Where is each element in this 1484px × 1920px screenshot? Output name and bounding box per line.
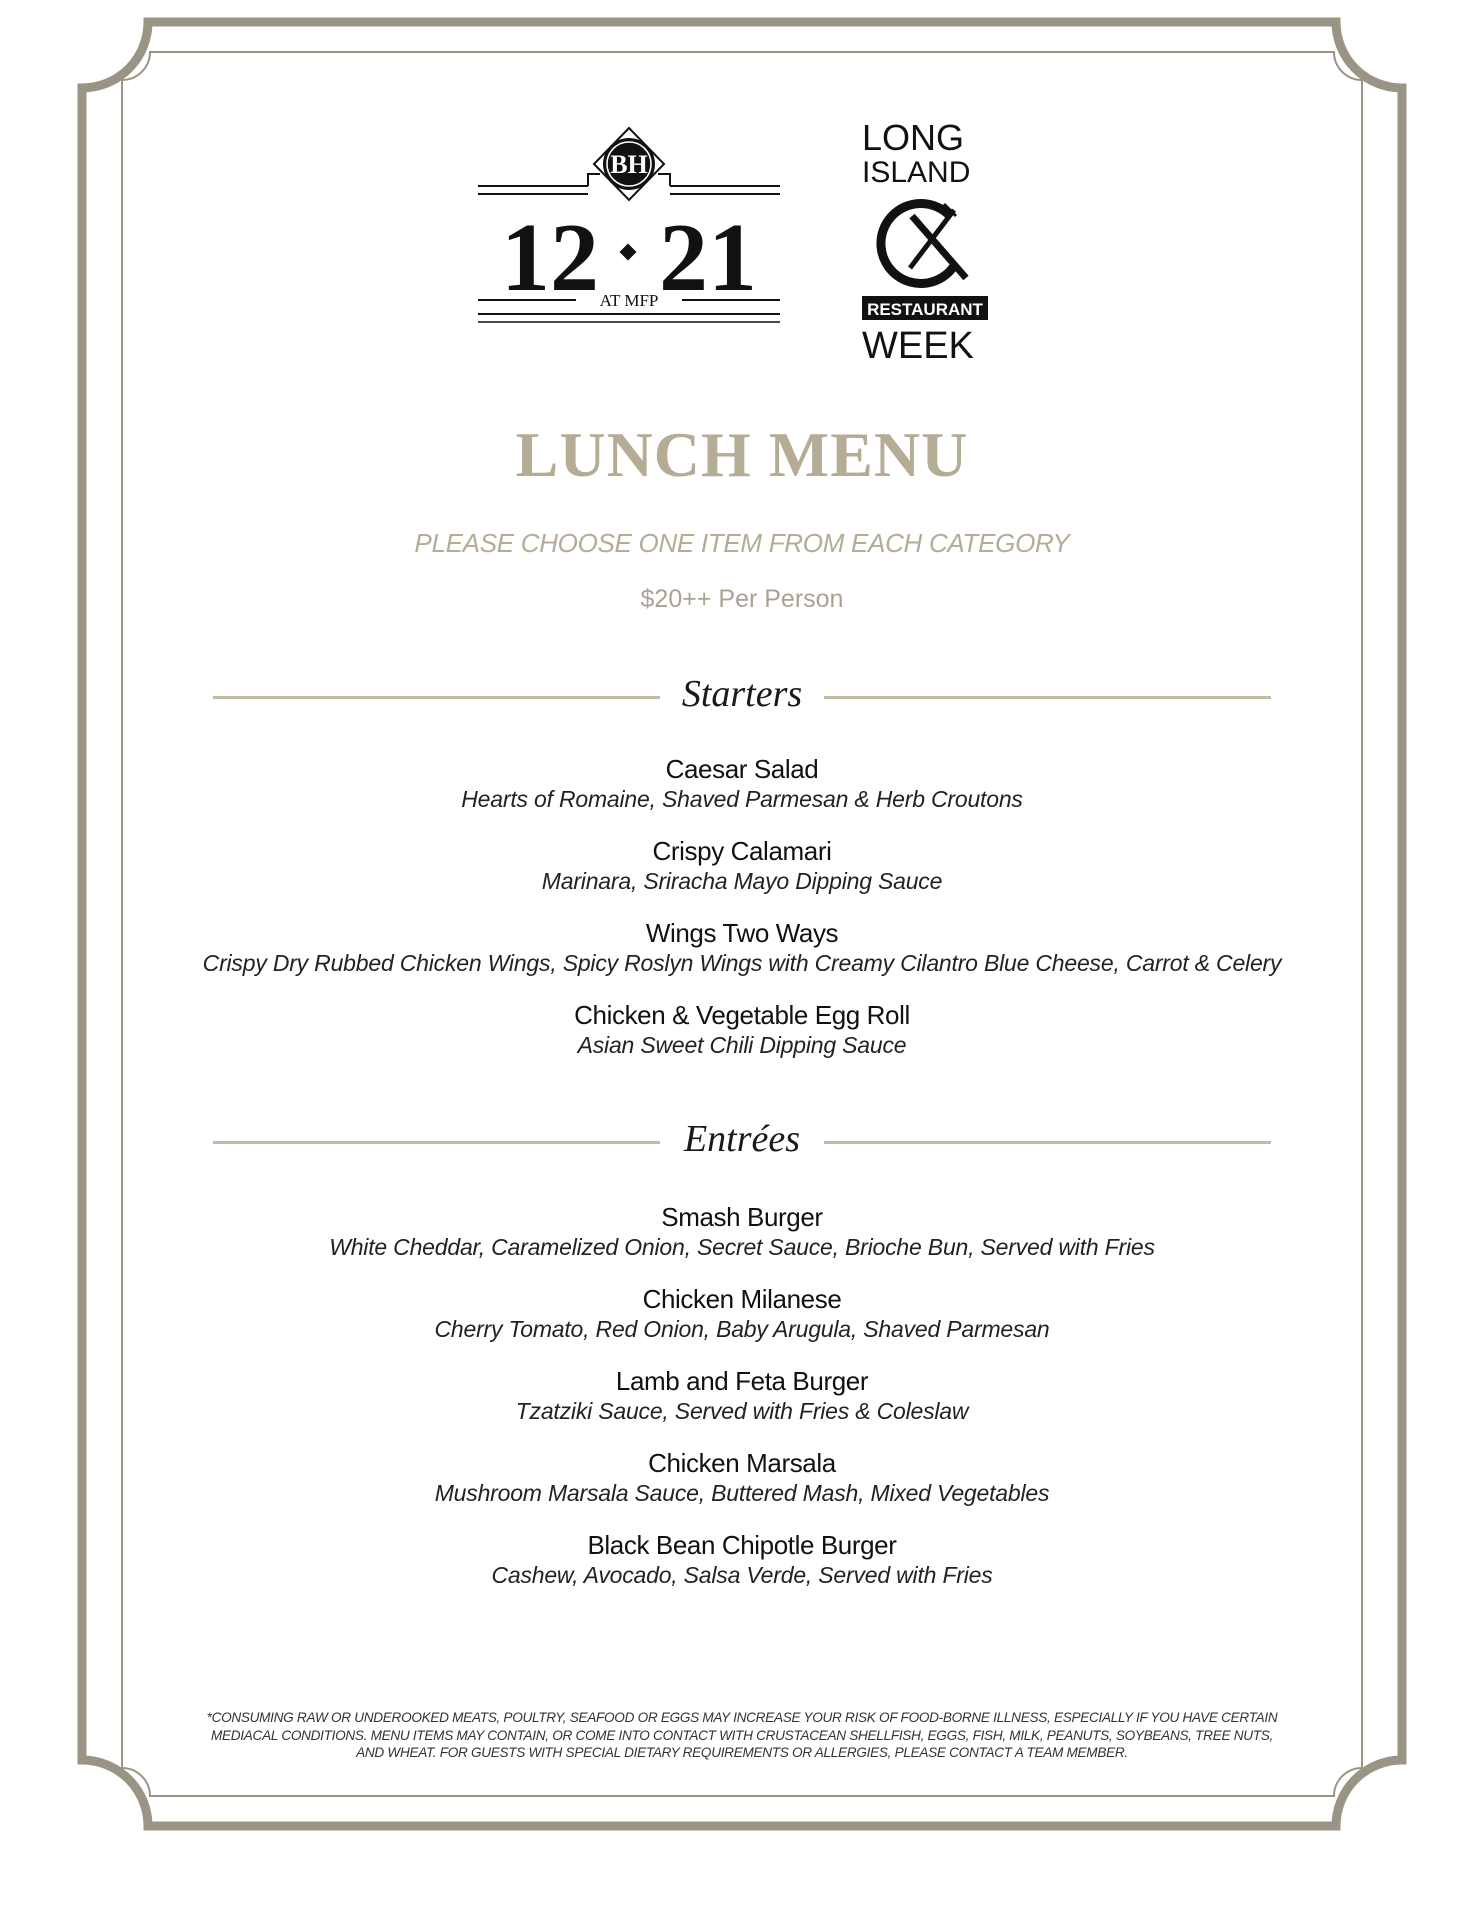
logo-badge-text: BH xyxy=(610,150,648,179)
section-title: Entrées xyxy=(683,1118,801,1160)
menu-price: $20++ Per Person xyxy=(640,585,844,613)
menu-item-name: Crispy Calamari xyxy=(652,836,832,866)
menu-item-description: Cashew, Avocado, Salsa Verde, Served with Fries xyxy=(491,1562,993,1588)
menu-item xyxy=(0,1448,1484,1530)
disclaimer-line: AND WHEAT. FOR GUESTS WITH SPECIAL DIETARY REQUIREMENTS OR ALLERGIES, PLEASE CONTACT A TEAM MEMBER. xyxy=(356,1745,1128,1760)
menu-item-name: Chicken Milanese xyxy=(642,1284,842,1314)
menu-item-name: Wings Two Ways xyxy=(645,918,839,948)
disclaimer-line: *CONSUMING RAW OR UNDEROOKED MEATS, POULTRY, SEAFOOD OR EGGS MAY INCREASE YOUR RISK OF FOOD-BORNE ILLNESS, ESPECIALLY IF YOU HAVE CERTAIN xyxy=(206,1710,1278,1725)
long-island-restaurant-week-logo xyxy=(862,118,994,363)
menu-item-description: Tzatziki Sauce, Served with Fries & Coleslaw xyxy=(515,1398,969,1424)
logo-subtext: AT MFP xyxy=(599,291,659,310)
restaurant-1221-logo xyxy=(478,122,780,332)
menu-item-description: White Cheddar, Caramelized Onion, Secret Sauce, Brioche Bun, Served with Fries xyxy=(329,1234,1155,1260)
liwr-line-1: LONG xyxy=(862,118,965,158)
menu-item-description: Marinara, Sriracha Mayo Dipping Sauce xyxy=(541,868,943,894)
menu-item xyxy=(0,1284,1484,1366)
menu-item-description: Mushroom Marsala Sauce, Buttered Mash, Mixed Vegetables xyxy=(434,1480,1050,1506)
divider-right xyxy=(824,696,1271,699)
plate-fork-knife-icon xyxy=(881,203,966,283)
menu-item xyxy=(0,1000,1484,1082)
menu-item-description: Cherry Tomato, Red Onion, Baby Arugula, Shaved Parmesan xyxy=(434,1316,1050,1342)
menu-item-name: Chicken & Vegetable Egg Roll xyxy=(574,1000,910,1030)
menu-item xyxy=(0,836,1484,918)
menu-item xyxy=(0,918,1484,1000)
logo-area xyxy=(0,0,1484,380)
logo-number-right: 21 xyxy=(659,204,757,312)
allergy-disclaimer xyxy=(170,1709,1314,1762)
menu-item-description: Crispy Dry Rubbed Chicken Wings, Spicy Roslyn Wings with Creamy Cilantro Blue Cheese, Carrot & Celery xyxy=(202,950,1282,976)
starters-list xyxy=(0,754,1484,1082)
disclaimer-line: MEDIACAL CONDITIONS. MENU ITEMS MAY CONTAIN, OR COME INTO CONTACT WITH CRUSTACEAN SHELLFISH, EGGS, FISH, MILK, PEANUTS, SOYBEANS, TREE NUTS, xyxy=(211,1727,1273,1743)
divider-right xyxy=(824,1141,1271,1144)
liwr-line-3: WEEK xyxy=(862,325,974,363)
entrees-list xyxy=(0,1202,1484,1612)
menu-item xyxy=(0,1202,1484,1284)
liwr-banner: RESTAURANT xyxy=(867,300,983,319)
menu-item-name: Black Bean Chipotle Burger xyxy=(587,1530,897,1560)
menu-item-name: Lamb and Feta Burger xyxy=(615,1366,869,1396)
page-title: LUNCH MENU xyxy=(515,419,969,490)
section-heading-entrees xyxy=(213,1117,1271,1167)
logo-number-left: 12 xyxy=(501,204,599,312)
menu-item xyxy=(0,754,1484,836)
menu-item-description: Hearts of Romaine, Shaved Parmesan & Herb Croutons xyxy=(461,786,1023,812)
menu-item-description: Asian Sweet Chili Dipping Sauce xyxy=(577,1032,907,1058)
menu-instruction: PLEASE CHOOSE ONE ITEM FROM EACH CATEGORY xyxy=(414,528,1070,558)
section-heading-starters xyxy=(213,672,1271,722)
liwr-line-2: ISLAND xyxy=(862,156,971,189)
menu-item-name: Smash Burger xyxy=(661,1202,823,1232)
menu-item xyxy=(0,1366,1484,1448)
menu-item-name: Chicken Marsala xyxy=(648,1448,836,1478)
menu-item xyxy=(0,1530,1484,1612)
menu-item-name: Caesar Salad xyxy=(665,754,819,784)
section-title: Starters xyxy=(681,673,803,715)
